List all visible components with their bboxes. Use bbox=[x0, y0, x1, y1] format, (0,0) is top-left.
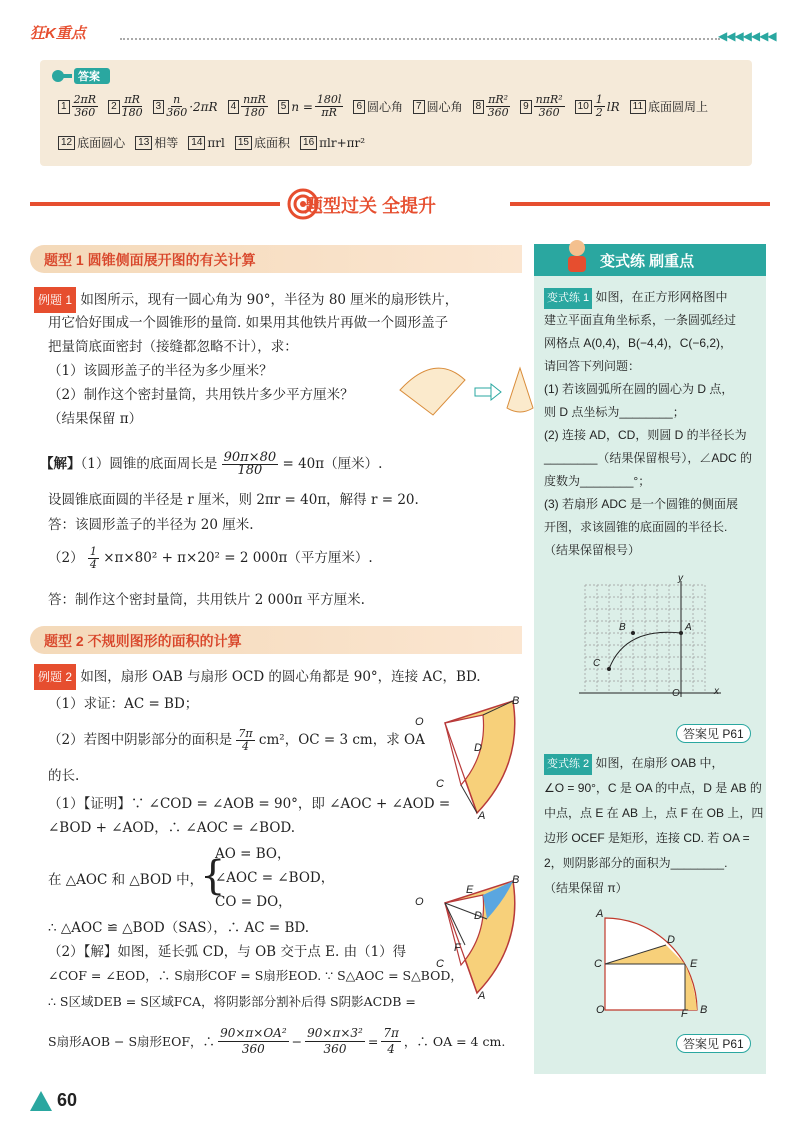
type2-bar bbox=[30, 626, 522, 654]
example2-line-1 bbox=[34, 664, 481, 690]
variant2-line-6: （结果保留 π） bbox=[544, 881, 628, 895]
brand-logo bbox=[30, 22, 130, 50]
type1-bar bbox=[30, 245, 522, 273]
fig2-label-c: C bbox=[436, 958, 444, 970]
example1-line-1 bbox=[34, 287, 458, 313]
answer-number: 12 bbox=[58, 136, 75, 150]
answer-number: 13 bbox=[135, 136, 152, 150]
grid-label-o: O bbox=[672, 688, 680, 699]
answer-item bbox=[473, 94, 510, 119]
type2-title: 题型 2 不规则图形的面积的计算 bbox=[44, 633, 242, 649]
sector-figure-2 bbox=[425, 875, 535, 1000]
fig2-label-b: B bbox=[512, 874, 520, 886]
answer-item bbox=[520, 94, 565, 119]
solution1-line-1 bbox=[40, 452, 382, 477]
page-icon bbox=[30, 1091, 52, 1111]
answer-number: 8 bbox=[473, 100, 485, 114]
answer-fraction: $\frac{1}{2}$ bbox=[595, 93, 603, 119]
system-brace: { bbox=[200, 853, 226, 899]
quarter-sector-figure bbox=[595, 910, 708, 1020]
solution1-post: = 40π（厘米）. bbox=[282, 456, 383, 472]
answer-item bbox=[300, 136, 365, 150]
answer-fraction: $\frac{\pi R}{180}$ bbox=[121, 93, 143, 119]
variant1-answer-ref[interactable]: 答案见 P61 bbox=[676, 724, 751, 743]
solution1-pre: （1）圆锥的底面周长是 bbox=[80, 456, 218, 472]
solution1-line-4: （2） $\frac{1}{4}$ ×π×80² + π×20² = 2 000π（平方厘米）. bbox=[48, 545, 373, 571]
answer-number: 16 bbox=[300, 136, 317, 150]
sector-label-d: D bbox=[667, 934, 675, 946]
answer-prefix: n = bbox=[291, 99, 313, 114]
variant1-line-4: 请回答下列问题： bbox=[544, 359, 641, 373]
answer-number: 7 bbox=[413, 100, 425, 114]
example2-line-2: （1）求证：AC = BD； bbox=[48, 696, 199, 712]
fig1-label-a: A bbox=[478, 810, 486, 822]
answer-item bbox=[58, 94, 98, 119]
variant1-line-8: ________（结果保留根号），∠ADC 的 bbox=[544, 451, 753, 465]
answer-row-2 bbox=[58, 134, 365, 151]
grid-label-b: B bbox=[619, 622, 626, 633]
answer-item bbox=[630, 98, 708, 115]
answer-text: 相等 bbox=[154, 136, 179, 150]
solution1-line-3: 答：该圆形盖子的半径为 20 厘米. bbox=[48, 517, 254, 533]
proof-line-6: ∠COF = ∠EOD，∴ S扇形COF = S扇形EOD. ∵ S△AOC = S△BOD， bbox=[48, 968, 463, 983]
sector-label-f: F bbox=[681, 1008, 688, 1020]
variant1-line-2: 建立平面直角坐标系，一条圆弧经过 bbox=[544, 313, 737, 327]
fig2-label-o: O bbox=[415, 896, 424, 908]
solution2-fraction: $\frac{1}{4}$ bbox=[89, 545, 97, 571]
example2-line-4: 的长. bbox=[48, 768, 80, 784]
fig2-label-d: D bbox=[474, 910, 482, 922]
answer-number: 1 bbox=[58, 100, 70, 114]
brand-logo-text: 狂K重点 bbox=[30, 25, 86, 42]
solution1-fraction: $\frac{90\pi\times 80}{180}$ bbox=[223, 450, 277, 478]
solution-label: 【解】 bbox=[40, 456, 81, 472]
answer-item bbox=[58, 134, 125, 151]
answer-item bbox=[188, 136, 225, 150]
variant1-line-5: (1) 若该圆弧所在圆的圆心为 D 点， bbox=[544, 382, 734, 396]
answer-item bbox=[135, 134, 178, 151]
variant2-line-2: ∠O = 90°，C 是 OA 的中点，D 是 AB 的 bbox=[544, 781, 762, 795]
sector-label-a: A bbox=[596, 908, 604, 920]
answer-text: πrl bbox=[207, 135, 225, 150]
header-arrows-icon: ◀◀◀◀◀◀◀ bbox=[718, 29, 776, 43]
sector-label-o: O bbox=[596, 1004, 605, 1016]
fig1-label-o: O bbox=[415, 716, 424, 728]
system-line-1: AO = BO， bbox=[215, 846, 291, 862]
answer-number: 10 bbox=[575, 100, 592, 114]
answer-number: 11 bbox=[630, 100, 646, 114]
example1-text-1: 如图所示，现有一圆心角为 90°，半径为 80 厘米的扇形铁片， bbox=[80, 292, 459, 308]
answer-badge-label: 答案 bbox=[78, 71, 100, 83]
answer-row-1 bbox=[58, 94, 708, 119]
variant1-line-7: (2) 连接 AD，CD，则圆 D 的半径长为 bbox=[544, 428, 747, 442]
fig2-label-a: A bbox=[478, 990, 486, 1002]
proof-line-2: ∠BOD + ∠AOD，∴ ∠AOC = ∠BOD. bbox=[48, 820, 296, 836]
example1-line-5: （2）制作这个密封量筒，共用铁片多少平方厘米？ bbox=[48, 387, 354, 403]
sector-label-b: B bbox=[700, 1004, 708, 1016]
fig2-label-e: E bbox=[466, 884, 474, 896]
section-title: 题型过关 全提升 bbox=[305, 196, 437, 216]
proof-line-1: （1）【证明】∵ ∠COD = ∠AOB = 90°，即 ∠AOC + ∠AOD = bbox=[48, 796, 451, 812]
grid-label-x: x bbox=[714, 686, 719, 697]
type1-title: 题型 1 圆锥侧面展开图的有关计算 bbox=[44, 252, 256, 268]
variant1-line-1: 变式练 1 如图，在正方形网格图中 bbox=[544, 287, 728, 309]
proof-line-5: （2）【解】如图，延长弧 CD，与 OB 交于点 E. 由（1）得 bbox=[48, 944, 407, 960]
answer-tail: lR bbox=[606, 99, 620, 114]
banner-line-right bbox=[510, 202, 770, 206]
fig1-label-b: B bbox=[512, 695, 520, 707]
answer-number: 9 bbox=[520, 100, 532, 114]
answer-fraction: $\frac{\text{nπR}}{180}$ bbox=[243, 93, 266, 119]
page-number: 60 bbox=[30, 1090, 77, 1111]
answer-fraction: $\frac{\text{πR²}}{360}$ bbox=[487, 93, 509, 119]
solution1-line-2: 设圆锥底面圆的半径是 r 厘米，则 2πr = 40π，解得 r = 20. bbox=[48, 492, 419, 508]
student-icon bbox=[560, 238, 594, 276]
answer-item bbox=[228, 94, 268, 119]
proof-line-7: ∴ S区域DEB = S区域FCA，将阴影部分割补后得 S阴影ACDB = bbox=[48, 994, 416, 1009]
variant1-line-6: 则 D 点坐标为________； bbox=[544, 405, 685, 419]
proof-line-8: S扇形AOB − S扇形EOF，∴ $\frac{\text{90×π×OA²}}{360}$ − $\frac{\text{90×π×3²}}{360}$ = $\frac{7\pi}{4}$ ，∴ OA = 4 cm. bbox=[48, 1026, 506, 1056]
fig2-label-f: F bbox=[454, 942, 461, 954]
grid-arc-figure bbox=[575, 575, 725, 705]
variant2-line-3: 中点，点 E 在 AB 上，点 F 在 OB 上，四 bbox=[544, 806, 764, 820]
answer-number: 5 bbox=[278, 100, 290, 114]
q3-fraction: $\frac{7\pi}{4}$ bbox=[238, 727, 253, 753]
answer-fraction: $\frac{n}{360}$ bbox=[166, 93, 188, 119]
answer-number: 15 bbox=[235, 136, 252, 150]
answer-item bbox=[108, 94, 143, 119]
example1-badge: 例题 1 bbox=[34, 287, 76, 313]
example1-line-4: （1）该圆形盖子的半径为多少厘米？ bbox=[48, 363, 273, 379]
answer-text: 圆心角 bbox=[367, 100, 404, 114]
grid-label-c: C bbox=[593, 658, 601, 669]
answer-item bbox=[153, 94, 218, 119]
variant2-line-1: 变式练 2 如图，在扇形 OAB 中， bbox=[544, 753, 724, 775]
answer-tail: ·2πR bbox=[189, 99, 218, 114]
answer-number: 6 bbox=[353, 100, 365, 114]
example2-line-3: （2）若图中阴影部分的面积是 $\frac{7\pi}{4}$ cm²，OC = 3 cm，求 OA bbox=[48, 727, 425, 753]
answer-fraction: $\frac{180l}{\pi R}$ bbox=[316, 93, 342, 119]
example1-line-2: 用它恰好围成一个圆锥形的量筒. 如果用其他铁片再做一个圆形盖子 bbox=[48, 315, 449, 331]
answer-text: πlr+πr² bbox=[319, 135, 366, 150]
grid-label-y: y bbox=[678, 573, 683, 584]
variant1-line-10: (3) 若扇形 ADC 是一个圆锥的侧面展 bbox=[544, 497, 739, 511]
variant1-line-9: 度数为________°； bbox=[544, 474, 651, 488]
answer-item bbox=[235, 134, 290, 151]
proof-line-4: ∴ △AOC ≌ △BOD（SAS），∴ AC = BD. bbox=[48, 920, 310, 936]
header-divider bbox=[120, 38, 720, 40]
example1-line-6: （结果保留 π） bbox=[48, 411, 143, 427]
grid-label-a: A bbox=[685, 622, 692, 633]
answer-number: 2 bbox=[108, 100, 120, 114]
variant1-badge: 变式练 1 bbox=[544, 288, 592, 309]
example1-line-3: 把量筒底面密封（接缝都忽略不计），求： bbox=[48, 339, 298, 355]
sector-label-e: E bbox=[690, 958, 698, 970]
sector-label-c: C bbox=[594, 958, 602, 970]
variant1-line-11: 开图，求该圆锥的底面圆的半径长. bbox=[544, 520, 728, 534]
answer-fraction: $\frac{\text{nπR²}}{360}$ bbox=[535, 93, 563, 119]
variant1-line-12: （结果保留根号） bbox=[544, 543, 641, 557]
solution1-line-5: 答：制作这个密封量筒，共用铁片 2 000π 平方厘米. bbox=[48, 592, 365, 608]
answer-item bbox=[353, 98, 403, 115]
answer-item bbox=[413, 98, 463, 115]
variant2-line-4: 边形 OCEF 是矩形，连接 CD. 若 OA = bbox=[544, 831, 750, 845]
system-line-3: CO = DO， bbox=[215, 894, 292, 910]
proof-line-3: 在 △AOC 和 △BOD 中， bbox=[48, 872, 204, 888]
side-title: 变式练 刷重点 bbox=[600, 253, 695, 270]
side-header bbox=[534, 244, 766, 276]
answer-text: 底面积 bbox=[254, 136, 291, 150]
answer-number: 14 bbox=[188, 136, 205, 150]
fig1-label-c: C bbox=[436, 778, 444, 790]
variant2-answer-ref[interactable]: 答案见 P61 bbox=[676, 1034, 751, 1053]
banner-line-left bbox=[30, 202, 280, 206]
fig1-label-d: D bbox=[474, 742, 482, 754]
system-line-2: ∠AOC = ∠BOD， bbox=[215, 870, 335, 886]
variant2-line-5: 2，则阴影部分的面积为________. bbox=[544, 856, 728, 870]
answer-text: 圆心角 bbox=[426, 100, 463, 114]
answer-item bbox=[575, 94, 620, 119]
answer-number: 4 bbox=[228, 100, 240, 114]
example2-badge: 例题 2 bbox=[34, 664, 76, 690]
answer-text: 底面圆心 bbox=[77, 136, 126, 150]
answer-badge bbox=[50, 66, 112, 86]
answer-item bbox=[278, 94, 344, 119]
answer-number: 3 bbox=[153, 100, 165, 114]
variant2-badge: 变式练 2 bbox=[544, 754, 592, 775]
answer-fraction: $\frac{2\pi R}{360}$ bbox=[73, 93, 97, 119]
sector-cone-figure bbox=[395, 360, 535, 420]
answer-text: 底面圆周上 bbox=[648, 100, 709, 114]
example2-text-1: 如图，扇形 OAB 与扇形 OCD 的圆心角都是 90°，连接 AC，BD. bbox=[80, 669, 481, 685]
variant1-line-3: 网格点 A(0,4)，B(−4,4)，C(−6,2)， bbox=[544, 336, 733, 350]
